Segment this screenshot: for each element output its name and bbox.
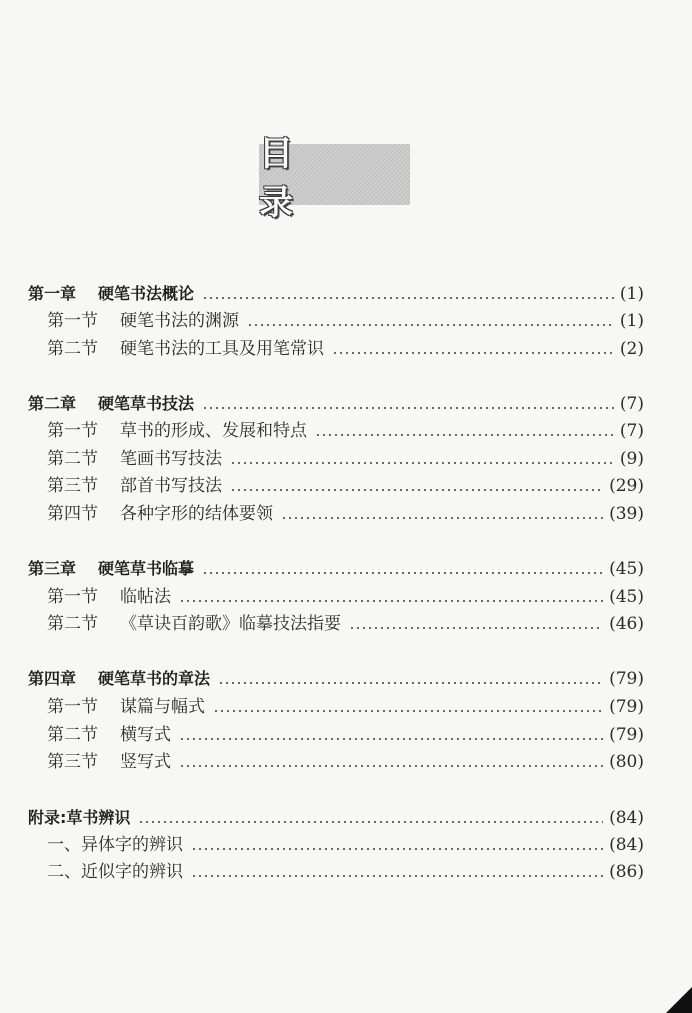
toc-entry-section-3-2[interactable] [47,611,644,637]
page-corner-mark [666,987,692,1013]
section-label: 第一节 [47,697,98,717]
page-number: (9) [619,449,644,469]
page-number: (80) [609,752,644,772]
leader-dots [315,434,614,436]
chapter-label: 第三章 [28,559,77,578]
leader-dots [230,462,614,464]
appendix-item-title: 二、近似字的辨识 [47,862,183,882]
section-label: 第二节 [47,614,98,634]
section-label: 第二节 [47,725,98,745]
page-number: (45) [609,559,644,579]
page-number: (79) [609,697,644,717]
toc-entry-section-2-2[interactable] [47,446,644,472]
section-title: 横写式 [120,725,171,745]
toc-entry-section-4-2[interactable] [47,722,644,748]
toc-entry-section-1-1[interactable] [47,308,644,334]
chapter-title: 硬笔草书的章法 [98,669,211,688]
section-title: 部首书写技法 [120,476,222,496]
section-label: 第三节 [47,476,98,496]
leader-dots [179,765,603,767]
page-number: (1) [619,284,644,304]
section-title: 草书的形成、发展和特点 [120,421,307,441]
page-number: (7) [619,394,644,414]
leader-dots [191,848,603,850]
section-title: 各种字形的结体要领 [120,504,273,524]
section-title: 硬笔书法的工具及用笔常识 [120,339,324,359]
chapter-label: 第二章 [28,394,77,413]
toc-entry-section-2-1[interactable] [47,418,644,444]
page-number: (46) [609,614,644,634]
appendix-title: 附录:草书辨识 [28,808,131,827]
leader-dots [281,517,603,519]
section-label: 第一节 [47,421,98,441]
toc-title: 目 录 [259,133,331,223]
chapter-title: 硬笔书法概论 [98,284,195,303]
page-number: (84) [609,835,644,855]
page-number: (2) [619,339,644,359]
toc-entry-chapter-4[interactable] [28,666,644,692]
chapter-label: 第一章 [28,284,77,303]
page-number: (86) [609,862,644,882]
page-number: (79) [609,669,644,689]
toc-entry-chapter-1[interactable] [28,281,644,307]
section-title: 谋篇与幅式 [120,697,205,717]
section-title: 临帖法 [120,587,171,607]
toc-entry-chapter-2[interactable] [28,391,644,417]
section-label: 第一节 [47,587,98,607]
page-number: (79) [609,725,644,745]
section-title: 《草诀百韵歌》临摹技法指要 [120,614,341,634]
leader-dots [179,600,603,602]
section-label: 第三节 [47,752,98,772]
leader-dots [202,407,614,409]
toc-entry-appendix-2[interactable] [47,859,644,885]
leader-dots [230,489,603,491]
chapter-label: 第四章 [28,669,77,688]
toc-entry-appendix-1[interactable] [47,832,644,858]
leader-dots [191,875,603,877]
leader-dots [202,572,603,574]
page-number: (1) [619,311,644,331]
leader-dots [218,682,603,684]
toc-entry-section-3-1[interactable] [47,584,644,610]
leader-dots [349,627,603,629]
leader-dots [213,710,603,712]
leader-dots [202,297,614,299]
toc-entry-section-4-3[interactable] [47,749,644,775]
page-number: (7) [619,421,644,441]
section-title: 竖写式 [120,752,171,772]
toc-entry-section-1-2[interactable] [47,336,644,362]
toc-entry-section-4-1[interactable] [47,694,644,720]
page-number: (29) [609,476,644,496]
section-label: 第一节 [47,311,98,331]
leader-dots [179,738,603,740]
section-title: 硬笔书法的渊源 [120,311,239,331]
section-label: 第四节 [47,504,98,524]
leader-dots [247,324,614,326]
section-label: 第二节 [47,449,98,469]
page-number: (84) [609,808,644,828]
chapter-title: 硬笔草书技法 [98,394,195,413]
section-label: 第二节 [47,339,98,359]
leader-dots [332,352,614,354]
section-title: 笔画书写技法 [120,449,222,469]
toc-entry-section-2-3[interactable] [47,473,644,499]
toc-entry-appendix[interactable] [28,805,644,831]
page-number: (39) [609,504,644,524]
toc-entry-chapter-3[interactable] [28,556,644,582]
page-number: (45) [609,587,644,607]
leader-dots [138,821,603,823]
appendix-item-title: 一、异体字的辨识 [47,835,183,855]
toc-entry-section-2-4[interactable] [47,501,644,527]
chapter-title: 硬笔草书临摹 [98,559,195,578]
